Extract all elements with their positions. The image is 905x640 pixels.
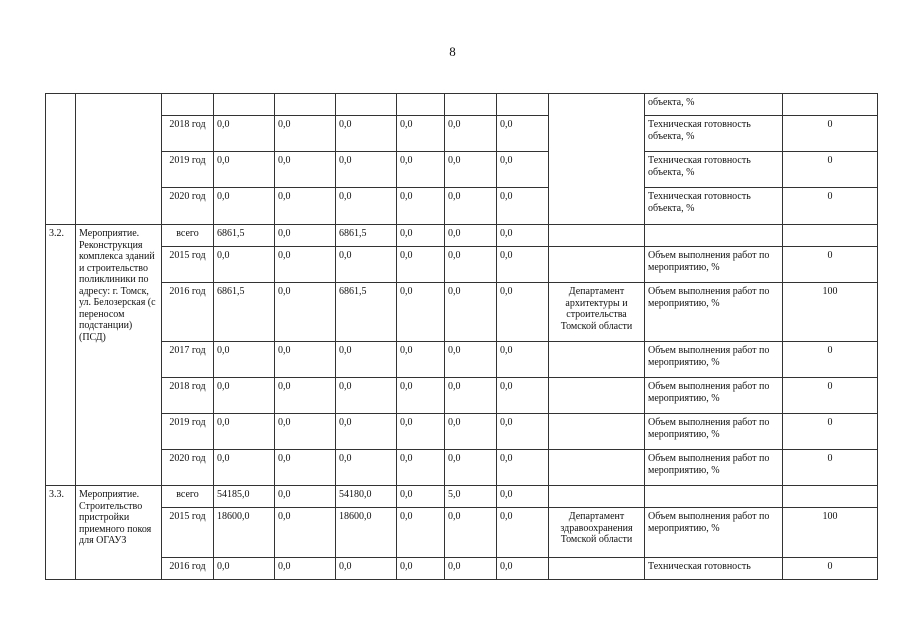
target-cell: 0 <box>783 558 878 580</box>
value-federal: 0,0 <box>275 450 336 486</box>
value-extrabudget: 0,0 <box>445 558 497 580</box>
value-extrabudget: 0,0 <box>445 188 497 225</box>
value-extrabudget: 0,0 <box>445 508 497 558</box>
executor-empty-cell <box>549 558 645 580</box>
year-cell: 2016 год <box>162 558 214 580</box>
table-row <box>46 486 878 508</box>
value-other: 0,0 <box>497 414 549 450</box>
value-local: 0,0 <box>397 486 445 508</box>
table-row <box>46 247 878 283</box>
value-local: 0,0 <box>397 450 445 486</box>
value-regional: 0,0 <box>336 247 397 283</box>
value-other: 0,0 <box>497 450 549 486</box>
table-row <box>46 558 878 580</box>
value-federal: 0,0 <box>275 558 336 580</box>
indicator-cell: Объем выполнения работ по мероприятию, % <box>645 342 783 378</box>
indicator-cell: Объем выполнения работ по мероприятию, % <box>645 414 783 450</box>
target-cell: 100 <box>783 283 878 342</box>
target-cell: 0 <box>783 188 878 225</box>
value-other: 0,0 <box>497 225 549 247</box>
year-cell: 2015 год <box>162 508 214 558</box>
indicator-cell: Техническая готовность объекта, % <box>645 152 783 188</box>
year-cell: всего <box>162 486 214 508</box>
value-total: 0,0 <box>214 152 275 188</box>
value-extrabudget: 0,0 <box>445 116 497 152</box>
value-total: 18600,0 <box>214 508 275 558</box>
value-other: 0,0 <box>497 152 549 188</box>
executor-empty-cell <box>549 414 645 450</box>
year-cell <box>162 94 214 116</box>
continued-number-cell <box>46 94 76 225</box>
target-cell <box>783 225 878 247</box>
value-federal: 0,0 <box>275 283 336 342</box>
value-local: 0,0 <box>397 152 445 188</box>
year-cell: 2019 год <box>162 414 214 450</box>
value-other: 0,0 <box>497 558 549 580</box>
value-local: 0,0 <box>397 414 445 450</box>
executor-empty-cell <box>549 225 645 247</box>
program-activities-table <box>45 93 878 580</box>
value-federal: 0,0 <box>275 152 336 188</box>
indicator-cell: объекта, % <box>645 94 783 116</box>
table-row <box>46 94 878 116</box>
value-federal: 0,0 <box>275 188 336 225</box>
value-other: 0,0 <box>497 247 549 283</box>
value-local: 0,0 <box>397 342 445 378</box>
value-regional: 0,0 <box>336 558 397 580</box>
value-other: 0,0 <box>497 188 549 225</box>
indicator-cell: Объем выполнения работ по мероприятию, % <box>645 247 783 283</box>
value-regional: 6861,5 <box>336 283 397 342</box>
value-total: 0,0 <box>214 188 275 225</box>
executor-empty-cell <box>549 486 645 508</box>
executor-empty-cell <box>549 378 645 414</box>
indicator-cell: Объем выполнения работ по мероприятию, % <box>645 450 783 486</box>
value-local: 0,0 <box>397 283 445 342</box>
activity-number: 3.2. <box>46 225 76 486</box>
value-other: 0,0 <box>497 378 549 414</box>
value-total: 0,0 <box>214 342 275 378</box>
activity-name: Мероприятие. Строительство пристройки приемного покоя для ОГАУЗ <box>76 486 162 580</box>
value-federal: 0,0 <box>275 486 336 508</box>
target-cell: 0 <box>783 152 878 188</box>
value-extrabudget: 5,0 <box>445 486 497 508</box>
value-other: 0,0 <box>497 116 549 152</box>
value-regional: 0,0 <box>336 188 397 225</box>
value-regional: 0,0 <box>336 116 397 152</box>
value-federal: 0,0 <box>275 342 336 378</box>
value-extrabudget: 0,0 <box>445 450 497 486</box>
value-total: 0,0 <box>214 558 275 580</box>
value-regional: 18600,0 <box>336 508 397 558</box>
value-total: 6861,5 <box>214 283 275 342</box>
table-row <box>46 116 878 152</box>
value-federal: 0,0 <box>275 116 336 152</box>
continued-executor-cell <box>549 94 645 225</box>
value-local: 0,0 <box>397 378 445 414</box>
executor-empty-cell <box>549 342 645 378</box>
value-extrabudget <box>445 94 497 116</box>
executor-cell: Департамент здравоохранения Томской области <box>549 508 645 558</box>
value-extrabudget: 0,0 <box>445 247 497 283</box>
value-total: 54185,0 <box>214 486 275 508</box>
value-other: 0,0 <box>497 486 549 508</box>
value-regional: 6861,5 <box>336 225 397 247</box>
table-row <box>46 283 878 342</box>
table-row <box>46 508 878 558</box>
value-federal: 0,0 <box>275 378 336 414</box>
value-local: 0,0 <box>397 558 445 580</box>
value-total: 0,0 <box>214 247 275 283</box>
value-total: 0,0 <box>214 378 275 414</box>
value-local: 0,0 <box>397 188 445 225</box>
value-local: 0,0 <box>397 247 445 283</box>
value-regional: 0,0 <box>336 450 397 486</box>
value-extrabudget: 0,0 <box>445 152 497 188</box>
target-cell: 0 <box>783 378 878 414</box>
indicator-cell: Объем выполнения работ по мероприятию, % <box>645 283 783 342</box>
value-regional: 0,0 <box>336 152 397 188</box>
value-other <box>497 94 549 116</box>
year-cell: 2020 год <box>162 450 214 486</box>
table-row <box>46 188 878 225</box>
value-extrabudget: 0,0 <box>445 378 497 414</box>
value-federal: 0,0 <box>275 225 336 247</box>
indicator-cell: Техническая готовность <box>645 558 783 580</box>
target-cell: 100 <box>783 508 878 558</box>
value-extrabudget: 0,0 <box>445 225 497 247</box>
table-row <box>46 450 878 486</box>
year-cell: 2015 год <box>162 247 214 283</box>
year-cell: 2016 год <box>162 283 214 342</box>
value-total <box>214 94 275 116</box>
target-cell: 0 <box>783 342 878 378</box>
value-other: 0,0 <box>497 342 549 378</box>
year-cell: 2019 год <box>162 152 214 188</box>
table-row <box>46 342 878 378</box>
value-federal: 0,0 <box>275 508 336 558</box>
year-cell: всего <box>162 225 214 247</box>
value-total: 6861,5 <box>214 225 275 247</box>
value-other: 0,0 <box>497 283 549 342</box>
target-cell: 0 <box>783 414 878 450</box>
page-number: 8 <box>449 44 456 59</box>
continued-name-cell <box>76 94 162 225</box>
value-regional: 0,0 <box>336 378 397 414</box>
table-row <box>46 152 878 188</box>
indicator-cell <box>645 486 783 508</box>
executor-empty-cell <box>549 247 645 283</box>
table-row <box>46 225 878 247</box>
table-row <box>46 378 878 414</box>
year-cell: 2018 год <box>162 116 214 152</box>
target-cell <box>783 94 878 116</box>
indicator-cell <box>645 225 783 247</box>
value-local <box>397 94 445 116</box>
year-cell: 2017 год <box>162 342 214 378</box>
value-federal <box>275 94 336 116</box>
table-row <box>46 414 878 450</box>
value-extrabudget: 0,0 <box>445 342 497 378</box>
indicator-cell: Объем выполнения работ по мероприятию, % <box>645 508 783 558</box>
value-total: 0,0 <box>214 116 275 152</box>
value-local: 0,0 <box>397 116 445 152</box>
indicator-cell: Техническая готовность объекта, % <box>645 116 783 152</box>
target-cell <box>783 486 878 508</box>
value-regional <box>336 94 397 116</box>
value-federal: 0,0 <box>275 414 336 450</box>
activity-name: Мероприятие. Реконструкция комплекса зданий и строительство поликлиники по адресу: г. Томск, ул. Белозерская (с переносом подстанции) (ПСД) <box>76 225 162 486</box>
value-regional: 0,0 <box>336 414 397 450</box>
indicator-cell: Техническая готовность объекта, % <box>645 188 783 225</box>
executor-empty-cell <box>549 450 645 486</box>
value-extrabudget: 0,0 <box>445 414 497 450</box>
indicator-cell: Объем выполнения работ по мероприятию, % <box>645 378 783 414</box>
executor-cell: Департамент архитектуры и строительства Томской области <box>549 283 645 342</box>
target-cell: 0 <box>783 116 878 152</box>
value-other: 0,0 <box>497 508 549 558</box>
value-regional: 0,0 <box>336 342 397 378</box>
value-total: 0,0 <box>214 414 275 450</box>
value-total: 0,0 <box>214 450 275 486</box>
year-cell: 2020 год <box>162 188 214 225</box>
value-regional: 54180,0 <box>336 486 397 508</box>
value-extrabudget: 0,0 <box>445 283 497 342</box>
value-local: 0,0 <box>397 508 445 558</box>
value-local: 0,0 <box>397 225 445 247</box>
target-cell: 0 <box>783 247 878 283</box>
target-cell: 0 <box>783 450 878 486</box>
year-cell: 2018 год <box>162 378 214 414</box>
activity-number: 3.3. <box>46 486 76 580</box>
value-federal: 0,0 <box>275 247 336 283</box>
